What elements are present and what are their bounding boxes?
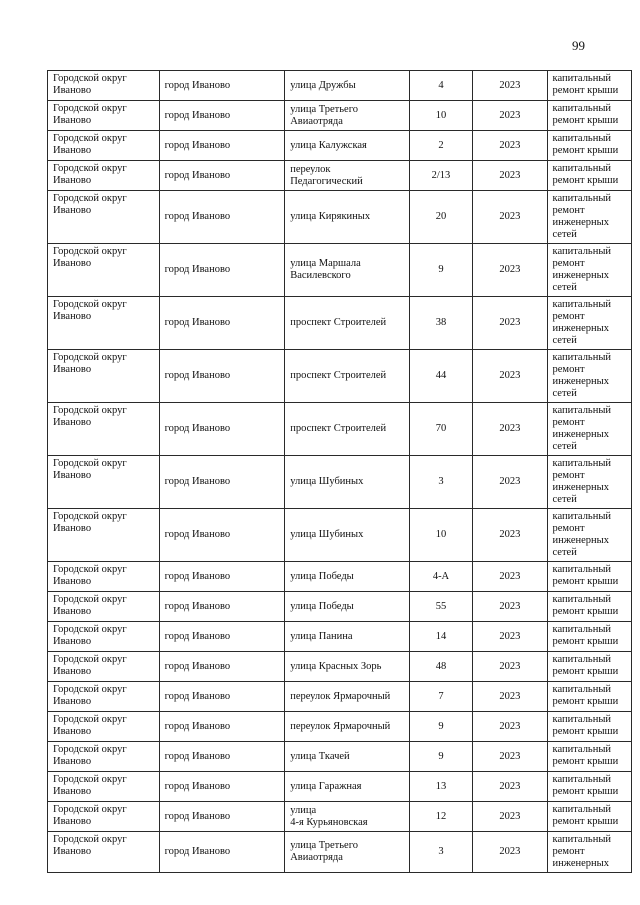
table-row (48, 592, 632, 622)
city-cell-text: город Иваново (164, 846, 231, 857)
table-row (48, 652, 632, 682)
work-type-cell (547, 772, 631, 802)
year-cell (473, 297, 547, 350)
work-type-cell-text: капитальный ремонт инженерных сетей (552, 352, 612, 399)
year-cell (473, 161, 547, 191)
house-number-cell (409, 101, 472, 131)
city-cell-text: город Иваново (164, 780, 231, 792)
table-row (48, 456, 632, 509)
okrug-cell (48, 712, 160, 742)
city-cell-text: город Иваново (164, 169, 231, 181)
house-number-cell-text: 9 (438, 750, 444, 762)
year-cell-text: 2023 (499, 690, 521, 702)
city-cell (159, 592, 285, 622)
street-cell-text: улица Красных Зорь (290, 660, 382, 672)
street-cell (285, 403, 410, 456)
year-cell (473, 682, 547, 712)
year-cell-text: 2023 (499, 780, 521, 792)
city-cell (159, 456, 285, 509)
work-type-cell-text: капитальный ремонт крыши (552, 654, 619, 677)
street-cell-text: улица Шубиных (290, 529, 364, 540)
house-number-cell (409, 244, 472, 297)
okrug-cell-text: Городской округ Иваново (53, 774, 127, 797)
okrug-cell-text: Городской округ Иваново (53, 744, 127, 767)
work-type-cell (547, 297, 631, 350)
table-row (48, 772, 632, 802)
year-cell-text: 2023 (499, 750, 521, 762)
work-type-cell (547, 403, 631, 456)
work-type-cell-text: капитальный ремонт крыши (552, 73, 619, 96)
city-cell-text: город Иваново (164, 79, 231, 91)
house-number-cell (409, 652, 472, 682)
city-cell-text: город Иваново (164, 529, 231, 540)
year-cell-text: 2023 (499, 423, 521, 434)
work-type-cell-text: капитальный ремонт крыши (552, 714, 619, 737)
work-type-cell-text: капитальный ремонт крыши (552, 744, 619, 767)
house-number-cell-text: 9 (438, 720, 444, 732)
year-cell (473, 244, 547, 297)
city-cell-text: город Иваново (164, 630, 231, 642)
street-cell-text: улица Дружбы (290, 79, 356, 91)
okrug-cell-text: Городской округ Иваново (53, 458, 127, 481)
house-number-cell-text: 14 (435, 630, 447, 642)
year-cell (473, 622, 547, 652)
street-cell (285, 622, 410, 652)
street-cell-text: улица Панина (290, 630, 353, 642)
year-cell-text: 2023 (499, 810, 521, 822)
table-row (48, 191, 632, 244)
work-type-cell-text: капитальный ремонт крыши (552, 103, 619, 126)
work-type-cell (547, 456, 631, 509)
house-number-cell (409, 682, 472, 712)
house-number-cell-text: 48 (435, 660, 447, 672)
street-cell-text: проспект Строителей (290, 317, 387, 328)
street-cell (285, 742, 410, 772)
house-number-cell (409, 802, 472, 832)
house-number-cell-text: 38 (435, 317, 447, 328)
work-type-cell-text: капитальный ремонт крыши (552, 594, 619, 617)
work-type-cell (547, 350, 631, 403)
okrug-cell-text: Городской округ Иваново (53, 163, 127, 186)
house-number-cell (409, 456, 472, 509)
city-cell-text: город Иваново (164, 109, 231, 121)
house-number-cell-text: 9 (438, 264, 444, 275)
year-cell (473, 772, 547, 802)
house-number-cell-text: 7 (438, 690, 444, 702)
street-cell (285, 244, 410, 297)
year-cell-text: 2023 (499, 630, 521, 642)
okrug-cell-text: Городской округ Иваново (53, 624, 127, 647)
year-cell (473, 403, 547, 456)
street-cell (285, 191, 410, 244)
house-number-cell-text: 4 (438, 79, 444, 91)
street-cell (285, 350, 410, 403)
house-number-cell-text: 12 (435, 810, 447, 822)
city-cell (159, 772, 285, 802)
house-number-cell (409, 191, 472, 244)
house-number-cell-text: 10 (435, 529, 447, 540)
okrug-cell-text: Городской округ Иваново (53, 193, 127, 216)
city-cell-text: город Иваново (164, 423, 231, 434)
year-cell-text: 2023 (499, 211, 521, 222)
table-row (48, 742, 632, 772)
street-cell-text: улица 4-я Курьяновская (290, 804, 368, 828)
work-type-cell (547, 131, 631, 161)
house-number-cell (409, 742, 472, 772)
work-type-cell (547, 562, 631, 592)
work-type-cell-text: капитальный ремонт крыши (552, 774, 619, 797)
year-cell-text: 2023 (499, 109, 521, 121)
table-row (48, 161, 632, 191)
city-cell (159, 244, 285, 297)
year-cell-text: 2023 (499, 720, 521, 732)
street-cell (285, 652, 410, 682)
year-cell-text: 2023 (499, 79, 521, 91)
okrug-cell (48, 592, 160, 622)
house-number-cell (409, 509, 472, 562)
street-cell-text: улица Победы (290, 570, 354, 582)
work-type-cell-text: капитальный ремонт инженерных сетей (552, 511, 612, 558)
okrug-cell-text: Городской округ Иваново (53, 511, 127, 534)
table-row (48, 562, 632, 592)
city-cell-text: город Иваново (164, 810, 231, 822)
work-type-cell-text: капитальный ремонт инженерных (552, 834, 612, 869)
work-type-cell (547, 682, 631, 712)
work-type-cell (547, 71, 631, 101)
page-number: 99 (572, 38, 585, 53)
street-cell (285, 682, 410, 712)
house-number-cell (409, 592, 472, 622)
okrug-cell-text: Городской округ Иваново (53, 73, 127, 96)
repair-register-table (47, 70, 632, 873)
year-cell-text: 2023 (499, 846, 521, 857)
city-cell (159, 682, 285, 712)
table-row (48, 403, 632, 456)
work-type-cell-text: капитальный ремонт инженерных сетей (552, 246, 612, 293)
city-cell-text: город Иваново (164, 600, 231, 612)
city-cell (159, 742, 285, 772)
city-cell (159, 712, 285, 742)
work-type-cell-text: капитальный ремонт инженерных сетей (552, 299, 612, 346)
year-cell-text: 2023 (499, 660, 521, 672)
okrug-cell-text: Городской округ Иваново (53, 654, 127, 677)
street-cell (285, 802, 410, 832)
table-row (48, 509, 632, 562)
house-number-cell (409, 712, 472, 742)
okrug-cell-text: Городской округ Иваново (53, 133, 127, 156)
year-cell (473, 712, 547, 742)
work-type-cell-text: капитальный ремонт инженерных сетей (552, 405, 612, 452)
okrug-cell (48, 682, 160, 712)
year-cell-text: 2023 (499, 317, 521, 328)
okrug-cell (48, 622, 160, 652)
street-cell (285, 772, 410, 802)
year-cell (473, 350, 547, 403)
table-row (48, 802, 632, 832)
house-number-cell-text: 55 (435, 600, 447, 612)
city-cell-text: город Иваново (164, 720, 231, 732)
work-type-cell-text: капитальный ремонт крыши (552, 133, 619, 156)
street-cell (285, 712, 410, 742)
street-cell (285, 832, 410, 873)
street-cell (285, 71, 410, 101)
work-type-cell (547, 509, 631, 562)
street-cell-text: улица Шубиных (290, 476, 364, 487)
year-cell-text: 2023 (499, 570, 521, 582)
city-cell (159, 652, 285, 682)
city-cell (159, 509, 285, 562)
table-row (48, 297, 632, 350)
house-number-cell (409, 772, 472, 802)
work-type-cell (547, 832, 631, 873)
work-type-cell (547, 101, 631, 131)
street-cell-text: переулок Ярмарочный (290, 720, 391, 732)
work-type-cell-text: капитальный ремонт крыши (552, 624, 619, 647)
okrug-cell (48, 161, 160, 191)
house-number-cell-text: 44 (435, 370, 447, 381)
street-cell-text: улица Гаражная (290, 780, 362, 792)
city-cell-text: город Иваново (164, 264, 231, 275)
work-type-cell-text: капитальный ремонт инженерных сетей (552, 193, 612, 240)
city-cell-text: город Иваново (164, 750, 231, 762)
table-row (48, 832, 632, 873)
house-number-cell-text: 4-А (432, 570, 450, 582)
city-cell-text: город Иваново (164, 317, 231, 328)
table-row (48, 131, 632, 161)
okrug-cell (48, 101, 160, 131)
street-cell (285, 161, 410, 191)
street-cell-text: улица Победы (290, 600, 354, 612)
okrug-cell (48, 403, 160, 456)
year-cell (473, 456, 547, 509)
city-cell-text: город Иваново (164, 660, 231, 672)
house-number-cell-text: 10 (435, 109, 447, 121)
city-cell-text: город Иваново (164, 476, 231, 487)
house-number-cell-text: 3 (438, 476, 444, 487)
okrug-cell-text: Городской округ Иваново (53, 103, 127, 126)
okrug-cell (48, 562, 160, 592)
year-cell (473, 742, 547, 772)
work-type-cell (547, 802, 631, 832)
okrug-cell (48, 509, 160, 562)
year-cell (473, 802, 547, 832)
street-cell-text: улица Маршала Василевского (290, 258, 361, 281)
okrug-cell (48, 772, 160, 802)
okrug-cell (48, 802, 160, 832)
city-cell (159, 161, 285, 191)
okrug-cell (48, 244, 160, 297)
house-number-cell (409, 562, 472, 592)
street-cell (285, 509, 410, 562)
work-type-cell (547, 652, 631, 682)
street-cell-text: проспект Строителей (290, 370, 387, 381)
okrug-cell (48, 456, 160, 509)
okrug-cell-text: Городской округ Иваново (53, 834, 127, 857)
table-body (48, 71, 632, 873)
okrug-cell (48, 832, 160, 873)
street-cell-text: переулок Ярмарочный (290, 690, 391, 702)
work-type-cell (547, 712, 631, 742)
year-cell (473, 832, 547, 873)
house-number-cell-text: 70 (435, 423, 447, 434)
okrug-cell-text: Городской округ Иваново (53, 804, 127, 827)
year-cell (473, 101, 547, 131)
okrug-cell (48, 191, 160, 244)
okrug-cell (48, 652, 160, 682)
year-cell (473, 592, 547, 622)
work-type-cell-text: капитальный ремонт крыши (552, 564, 619, 587)
house-number-cell (409, 297, 472, 350)
okrug-cell-text: Городской округ Иваново (53, 564, 127, 587)
house-number-cell (409, 131, 472, 161)
city-cell (159, 802, 285, 832)
year-cell (473, 652, 547, 682)
street-cell-text: переулок Педагогический (290, 163, 363, 187)
year-cell (473, 71, 547, 101)
street-cell-text: улица Ткачей (290, 750, 350, 762)
table-row (48, 350, 632, 403)
okrug-cell-text: Городской округ Иваново (53, 405, 127, 428)
okrug-cell-text: Городской округ Иваново (53, 684, 127, 707)
city-cell-text: город Иваново (164, 211, 231, 222)
year-cell (473, 562, 547, 592)
street-cell-text: проспект Строителей (290, 423, 387, 434)
house-number-cell-text: 20 (435, 211, 447, 222)
street-cell (285, 592, 410, 622)
house-number-cell (409, 350, 472, 403)
work-type-cell (547, 244, 631, 297)
okrug-cell (48, 742, 160, 772)
year-cell-text: 2023 (499, 370, 521, 381)
house-number-cell (409, 161, 472, 191)
street-cell-text: улица Кирякиных (290, 211, 371, 222)
street-cell (285, 456, 410, 509)
work-type-cell (547, 742, 631, 772)
table-row (48, 712, 632, 742)
street-cell (285, 297, 410, 350)
city-cell (159, 562, 285, 592)
house-number-cell-text: 13 (435, 780, 447, 792)
table-row (48, 71, 632, 101)
year-cell (473, 509, 547, 562)
house-number-cell (409, 832, 472, 873)
street-cell-text: улица Третьего Авиаотряда (290, 103, 359, 127)
year-cell-text: 2023 (499, 264, 521, 275)
city-cell-text: город Иваново (164, 370, 231, 381)
okrug-cell (48, 131, 160, 161)
work-type-cell-text: капитальный ремонт крыши (552, 163, 619, 186)
table-row (48, 622, 632, 652)
table-row (48, 244, 632, 297)
year-cell (473, 131, 547, 161)
house-number-cell-text: 2/13 (431, 169, 451, 181)
work-type-cell-text: капитальный ремонт инженерных сетей (552, 458, 612, 505)
work-type-cell (547, 191, 631, 244)
okrug-cell-text: Городской округ Иваново (53, 714, 127, 737)
city-cell (159, 297, 285, 350)
year-cell-text: 2023 (499, 600, 521, 612)
city-cell-text: город Иваново (164, 139, 231, 151)
year-cell-text: 2023 (499, 529, 521, 540)
city-cell (159, 832, 285, 873)
city-cell (159, 71, 285, 101)
okrug-cell (48, 297, 160, 350)
table-row (48, 101, 632, 131)
house-number-cell (409, 403, 472, 456)
street-cell (285, 562, 410, 592)
city-cell (159, 131, 285, 161)
street-cell-text: улица Третьего Авиаотряда (290, 840, 359, 863)
street-cell-text: улица Калужская (290, 139, 367, 151)
year-cell-text: 2023 (499, 476, 521, 487)
city-cell (159, 350, 285, 403)
work-type-cell-text: капитальный ремонт крыши (552, 804, 619, 827)
table-row (48, 682, 632, 712)
year-cell (473, 191, 547, 244)
street-cell (285, 101, 410, 131)
work-type-cell-text: капитальный ремонт крыши (552, 684, 619, 707)
okrug-cell (48, 71, 160, 101)
work-type-cell (547, 161, 631, 191)
city-cell (159, 403, 285, 456)
work-type-cell (547, 592, 631, 622)
okrug-cell-text: Городской округ Иваново (53, 246, 127, 269)
work-type-cell (547, 622, 631, 652)
house-number-cell (409, 622, 472, 652)
street-cell (285, 131, 410, 161)
house-number-cell-text: 2 (438, 139, 444, 151)
city-cell (159, 101, 285, 131)
okrug-cell-text: Городской округ Иваново (53, 299, 127, 322)
house-number-cell (409, 71, 472, 101)
year-cell-text: 2023 (499, 169, 521, 181)
house-number-cell-text: 3 (438, 846, 444, 857)
city-cell-text: город Иваново (164, 570, 231, 582)
city-cell (159, 191, 285, 244)
okrug-cell-text: Городской округ Иваново (53, 352, 127, 375)
city-cell (159, 622, 285, 652)
city-cell-text: город Иваново (164, 690, 231, 702)
okrug-cell-text: Городской округ Иваново (53, 594, 127, 617)
okrug-cell (48, 350, 160, 403)
year-cell-text: 2023 (499, 139, 521, 151)
